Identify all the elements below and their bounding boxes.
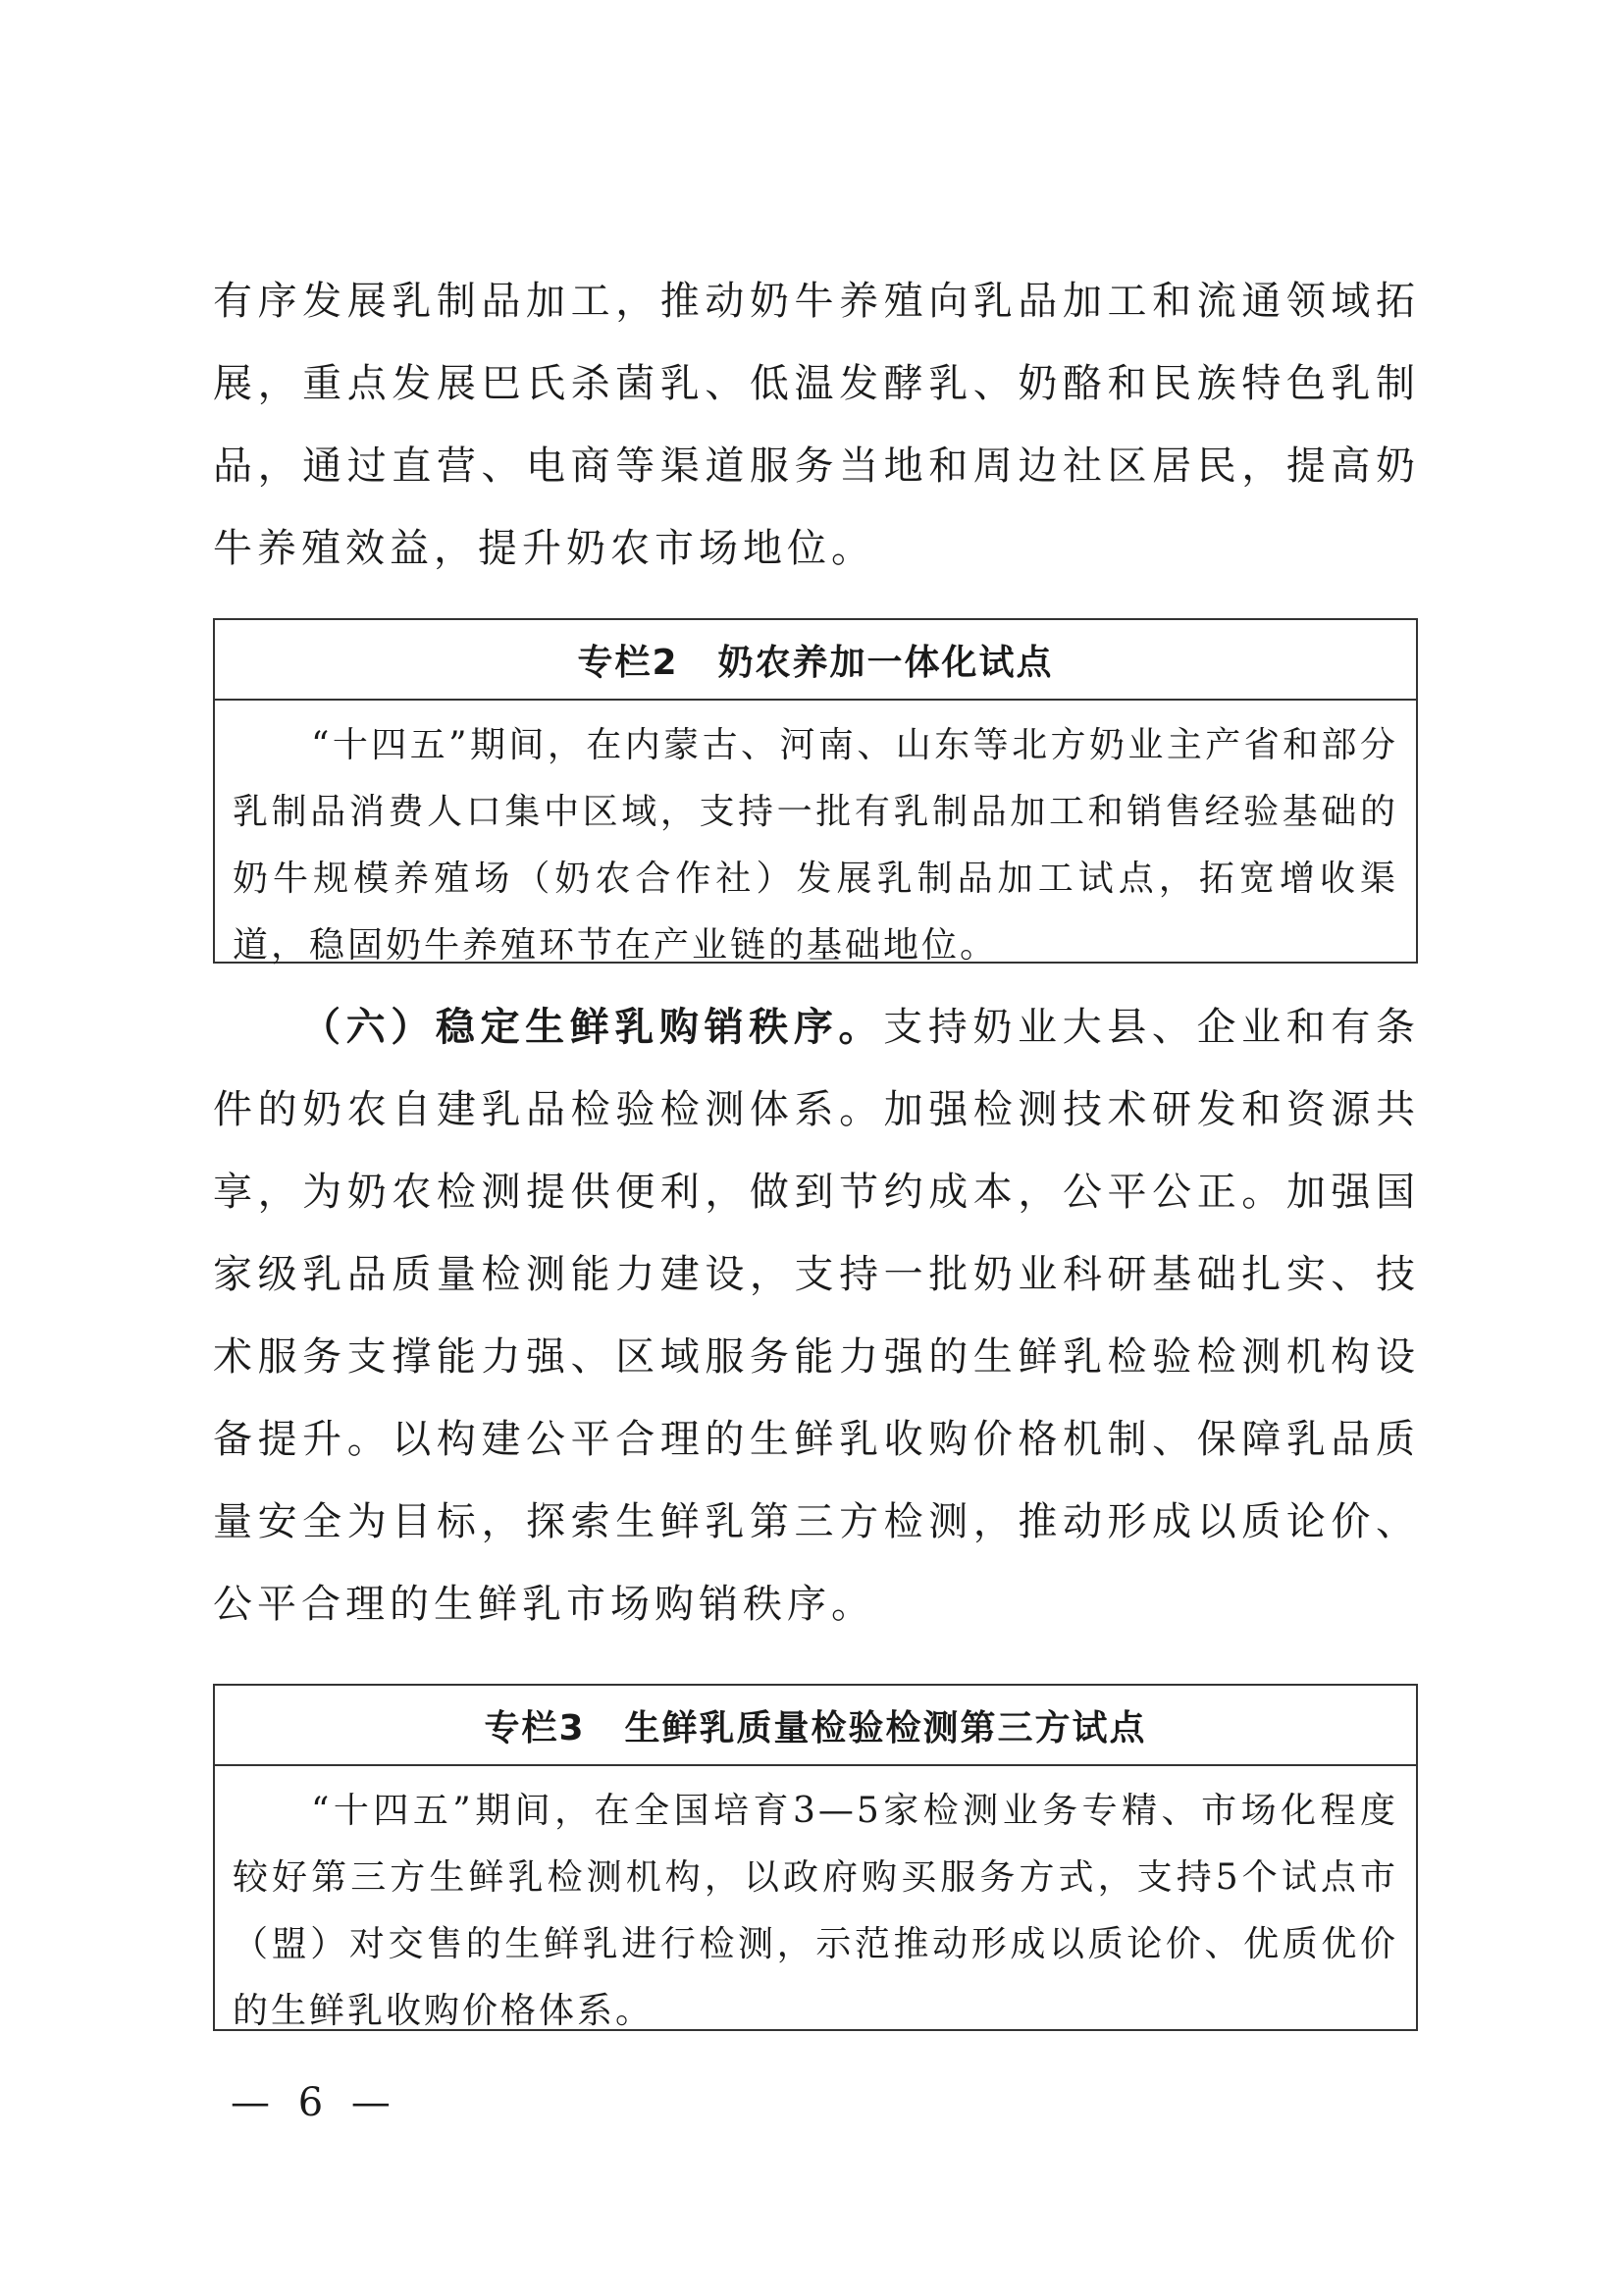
column-box-3-label: 专栏3: [484, 1707, 586, 1748]
column-box-3-title: 生鲜乳质量检验检测第三方试点: [624, 1707, 1147, 1748]
section-heading: （六）稳定生鲜乳购销秩序。: [301, 1004, 884, 1050]
page-number: — 6 —: [231, 2080, 398, 2125]
paragraph-1: 有序发展乳制品加工，推动奶牛养殖向乳品加工和流通领域拓展，重点发展巴氏杀菌乳、低温发酵乳、奶酪和民族特色乳制品，通过直营、电商等渠道服务当地和周边社区居民，提高奶牛养殖效益，提升奶农市场地位。: [213, 279, 1420, 571]
paragraph-2: [213, 986, 1420, 1645]
column-box-3-header: [215, 1686, 1416, 1766]
column-box-2-title: 奶农养加一体化试点: [717, 642, 1054, 683]
paragraph-2-text: 支持奶业大县、企业和有条件的奶农自建乳品检验检测体系。加强检测技术研发和资源共享，为奶农检测提供便利，做到节约成本，公平公正。加强国家级乳品质量检测能力建设，支持一批奶业科研基础扎实、技术服务支撑能力强、区域服务能力强的生鲜乳检验检测机构设备提升。以构建公平合理的生鲜乳收购价格机制、保障乳品质量安全为目标，探索生鲜乳第三方检测，推动形成以质论价、公平合理的生鲜乳市场购销秩序。: [213, 1005, 1420, 1627]
column-box-2-body: “十四五”期间，在内蒙古、河南、山东等北方奶业主产省和部分乳制品消费人口集中区域，支持一批有乳制品加工和销售经验基础的奶牛规模养殖场（奶农合作社）发展乳制品加工试点，拓宽增收渠道，稳固奶牛养殖环节在产业链的基础地位。: [233, 725, 1398, 965]
column-box-2-label: 专栏2: [577, 642, 679, 683]
column-box-2-header: [215, 620, 1416, 701]
column-box-3: [213, 1684, 1418, 2031]
column-box-2: [213, 618, 1418, 964]
column-box-3-body: “十四五”期间，在全国培育3—5家检测业务专精、市场化程度较好第三方生鲜乳检测机构，以政府购买服务方式，支持5个试点市（盟）对交售的生鲜乳进行检测，示范推动形成以质论价、优质优价的生鲜乳收购价格体系。: [233, 1791, 1398, 2031]
